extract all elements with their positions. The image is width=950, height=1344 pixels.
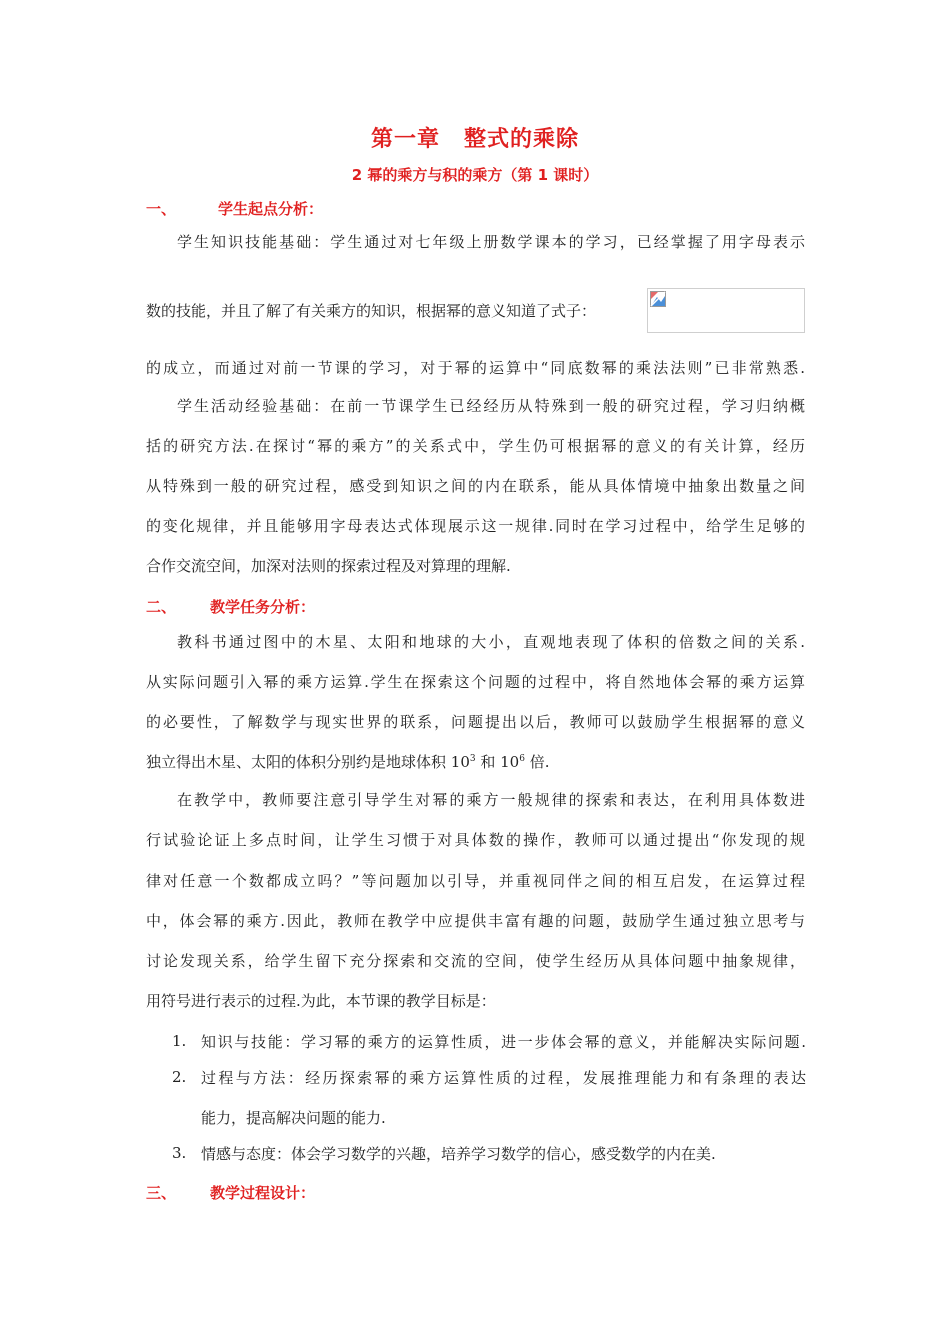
section-number: 二、 [146,598,177,616]
paragraph-line [146,752,550,772]
paragraph-line: 合作交流空间，加深对法则的探索过程及对算理的理解. [146,557,511,575]
list-item-number: 1. [172,1032,187,1050]
chapter-number: 第一章 [370,127,440,152]
paragraph-line: 教科书通过图中的木星、太阳和地球的大小，直观地表现了体积的倍数之间的关系. [177,633,805,651]
paragraph-line: 从实际问题引入幂的乘方运算.学生在探索这个问题的过程中，将自然地体会幂的乘方运算 [146,673,805,691]
section-label: 学生起点分析： [218,200,324,218]
paragraph-line: 学生活动经验基础：在前一节课学生已经经历从特殊到一般的研究过程，学习归纳概 [177,397,805,415]
paragraph-line: 的必要性，了解数学与现实世界的联系，问题提出以后，教师可以鼓励学生根据幂的意义 [146,713,805,731]
paragraph-line: 学生知识技能基础：学生通过对七年级上册数学课本的学习，已经掌握了用字母表示 [177,233,805,251]
section-heading-3 [146,1182,316,1203]
section-heading-1 [146,198,324,219]
formula-image [647,288,805,333]
exponent: 6 [519,754,525,764]
paragraph-line: 中，体会幂的乘方.因此，教师在教学中应提供丰富有趣的问题，鼓励学生通过独立思考与 [146,912,805,930]
paragraph-line: 行试验论证上多点时间，让学生习惯于对具体数的操作，教师可以通过提出“你发现的规 [146,831,805,849]
list-item-continuation: 能力，提高解决问题的能力. [201,1109,386,1127]
paragraph-line: 数的技能，并且了解了有关乘方的知识，根据幂的意义知道了式子： [146,302,597,320]
list-item: 知识与技能：学习幂的乘方的运算性质，进一步体会幂的意义，并能解决实际问题. [201,1033,806,1051]
broken-image-icon [650,291,666,307]
paragraph-line: 从特殊到一般的研究过程，感受到知识之间的内在联系，能从具体情境中抽象出数量之间 [146,477,805,495]
list-item-number: 2. [172,1068,187,1086]
text-run: 倍. [524,753,550,771]
paragraph-line: 用符号进行表示的过程.为此，本节课的教学目标是： [146,992,496,1010]
section-label: 教学任务分析： [210,598,316,616]
lesson-subtitle: 2 幂的乘方与积的乘方（第 1 课时） [351,166,599,184]
text-run: 和 10 [475,753,520,771]
section-number: 三、 [146,1184,177,1202]
paragraph-line: 在教学中，教师要注意引导学生对幂的乘方一般规律的探索和表达，在利用具体数进 [177,791,805,809]
exponent: 3 [469,754,476,764]
section-label: 教学过程设计： [210,1184,316,1202]
list-item: 情感与态度：体会学习数学的兴趣，培养学习数学的信心，感受数学的内在美. [201,1145,716,1163]
chapter-name: 整式的乘除 [464,127,580,152]
paragraph-line: 的变化规律，并且能够用字母表达式体现展示这一规律.同时在学习过程中，给学生足够的 [146,517,805,535]
paragraph-line: 律对任意一个数都成立吗？”等问题加以引导，并重视同伴之间的相互启发，在运算过程 [146,872,805,890]
section-heading-2 [146,596,316,617]
paragraph-line: 讨论发现关系，给学生留下充分探索和交流的空间，使学生经历从具体问题中抽象规律， [146,952,805,970]
text-run: 独立得出木星、太阳的体积分别约是地球体积 10 [146,753,470,771]
list-item: 过程与方法：经历探索幂的乘方运算性质的过程，发展推理能力和有条理的表达 [201,1069,806,1087]
paragraph-line: 括的研究方法.在探讨“幂的乘方”的关系式中，学生仍可根据幂的意义的有关计算，经历 [146,437,805,455]
section-number: 一、 [146,200,177,218]
paragraph-line: 的成立，而通过对前一节课的学习，对于幂的运算中“同底数幂的乘法法则”已非常熟悉. [146,359,805,377]
chapter-title [0,122,950,153]
list-item-number: 3. [172,1144,187,1162]
